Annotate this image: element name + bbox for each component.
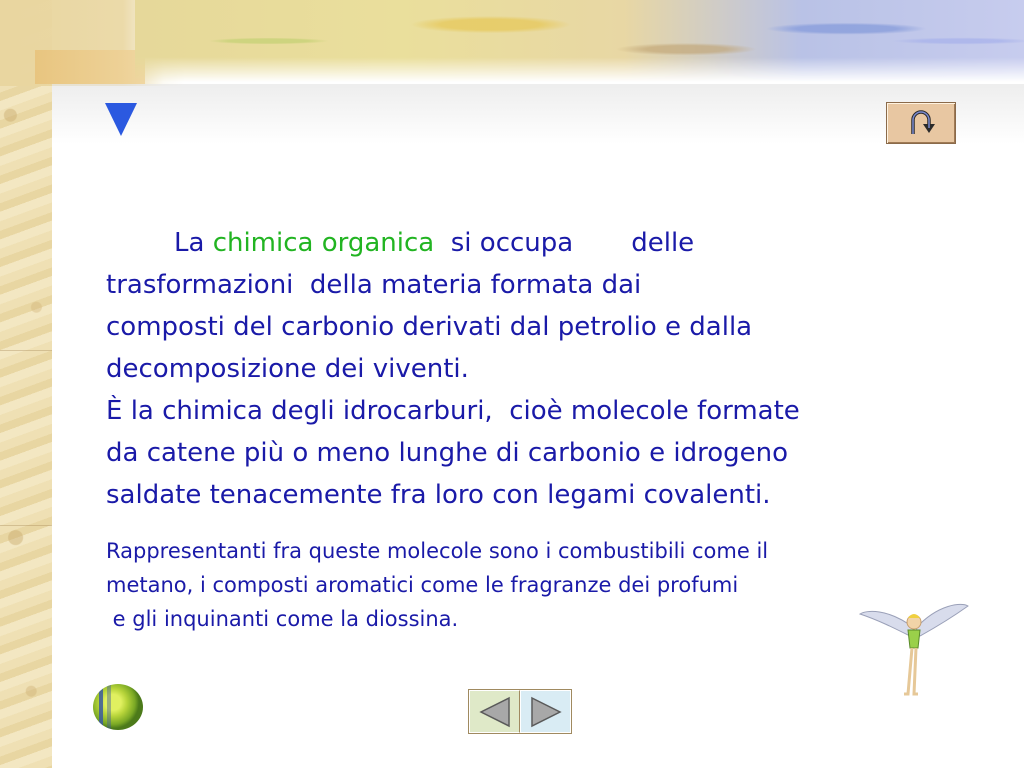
parchment-seam <box>0 350 52 351</box>
parchment-border <box>0 0 52 768</box>
text-lead: La <box>174 228 205 258</box>
fairy-icon <box>858 598 970 698</box>
return-button[interactable] <box>886 102 956 144</box>
secondary-paragraph <box>106 534 966 636</box>
parchment-seam <box>0 525 52 526</box>
text-line: È la chimica degli idrocarburi, cioè molecole formate <box>106 396 800 426</box>
slide-body <box>106 222 966 636</box>
slide-navigation <box>468 689 572 734</box>
text-segment: si occupa <box>450 228 574 258</box>
next-slide-button[interactable] <box>520 690 571 733</box>
main-paragraph <box>106 222 966 516</box>
left-triangle-icon <box>477 695 513 729</box>
banner-shadow <box>52 84 1024 144</box>
text-line: metano, i composti aromatici come le fragranze dei profumi <box>106 573 739 597</box>
globe-icon[interactable] <box>93 684 143 730</box>
globe-stripe <box>107 684 111 730</box>
text-segment: delle <box>631 228 695 258</box>
right-triangle-icon <box>528 695 564 729</box>
text-line: composti del carbonio derivati dal petrolio e dalla <box>106 312 753 342</box>
u-turn-arrow-icon <box>904 108 938 138</box>
globe-stripe <box>99 684 103 730</box>
text-line: trasformazioni della materia formata dai <box>106 270 642 300</box>
previous-slide-button[interactable] <box>469 690 520 733</box>
text-line: decomposizione dei viventi. <box>106 354 469 384</box>
text-line: e gli inquinanti come la diossina. <box>106 607 459 631</box>
text-line: saldate tenacemente fra loro con legami covalenti. <box>106 480 771 510</box>
banner-accent <box>35 50 145 84</box>
highlight-term: chimica organica <box>212 228 435 258</box>
text-line: da catene più o meno lunghe di carbonio e idrogeno <box>106 438 788 468</box>
text-line: Rappresentanti fra queste molecole sono i combustibili come il <box>106 539 769 563</box>
decorative-banner <box>135 0 1024 82</box>
down-triangle-icon <box>105 103 137 136</box>
